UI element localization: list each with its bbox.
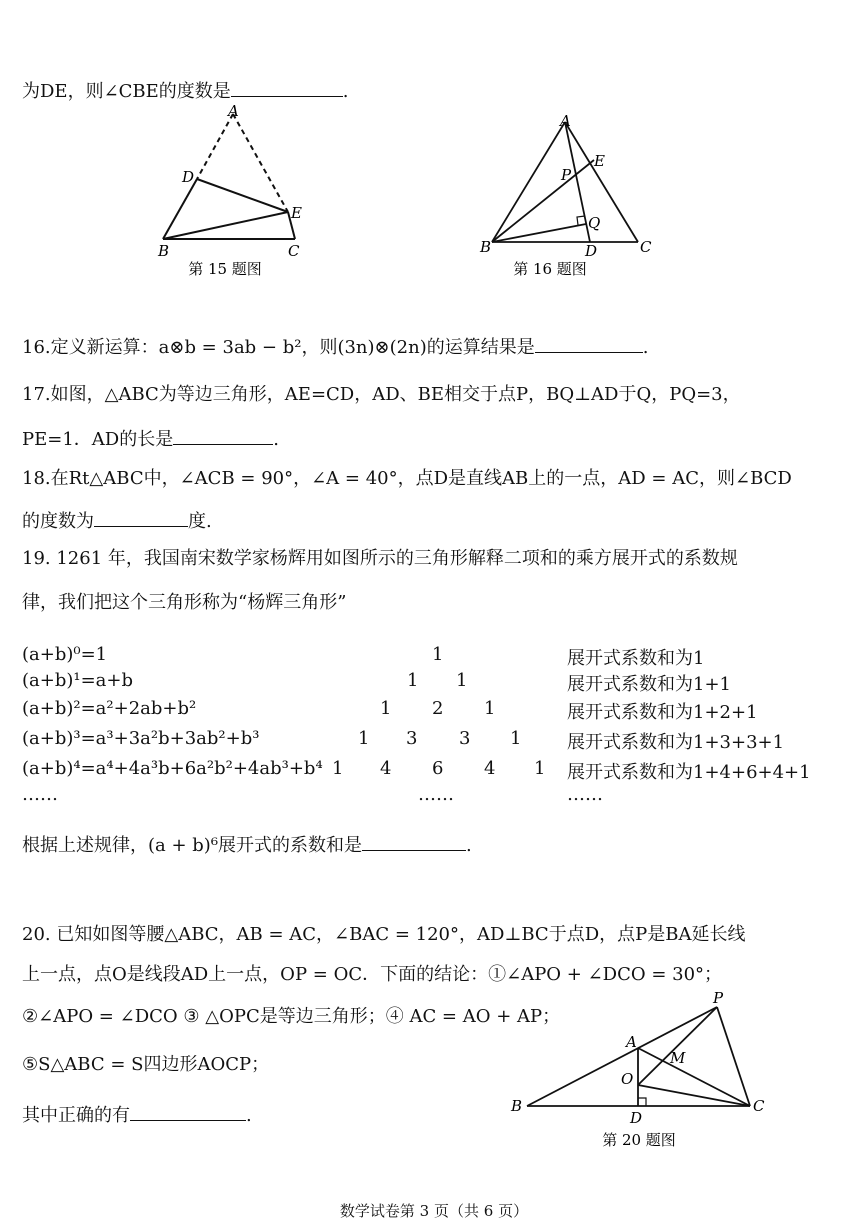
q20-line3: ②∠APO = ∠DCO ③ △OPC是等边三角形；④ AC = AO + AP；: [22, 1006, 561, 1027]
q15-tail-line: [22, 78, 349, 105]
q17-line2-text: PE=1．AD的长是: [22, 429, 174, 450]
yh-coeff: 3: [459, 728, 471, 749]
q19-line1: 19. 1261 年，我国南宋数学家杨辉用如图所示的三角形解释二项和的乘方展开式的系数规: [22, 548, 738, 569]
q19-question-text: 根据上述规律，(a + b)⁶展开式的系数和是: [22, 835, 363, 856]
yh-coeff: 1: [358, 728, 370, 749]
q17-line1: 17.如图，△ABC为等边三角形，AE=CD，AD、BE相交于点P，BQ⊥AD于Q，PQ=3，: [22, 384, 741, 405]
q20-line2: 上一点，点O是线段AD上一点，OP = OC．下面的结论：①∠APO + ∠DCO = 30°；: [22, 964, 723, 985]
fig20-label-C: C: [753, 1097, 765, 1115]
yh-coeff: 1: [380, 698, 392, 719]
figure-15: [150, 104, 320, 279]
yh-sum: 展开式系数和为1+2+1: [567, 702, 758, 723]
q17-line2: [22, 426, 279, 453]
yh-coeff: 2: [432, 698, 444, 719]
q15-answer-blank[interactable]: [231, 78, 343, 97]
yh-coeff: 1: [510, 728, 522, 749]
q15-tail-end: .: [342, 81, 349, 102]
yh-coeff: 1: [332, 758, 344, 779]
yh-expr: (a+b)⁰=1: [22, 644, 108, 665]
yh-expr: (a+b)³=a³+3a²b+3ab²+b³: [22, 728, 260, 749]
yh-row: [22, 698, 852, 726]
fig20-segment-BP: [527, 1007, 717, 1106]
q20-end: .: [246, 1105, 252, 1126]
fig16-label-P: P: [561, 166, 572, 184]
yh-expr: (a+b)²=a²+2ab+b²: [22, 698, 197, 719]
fig20-caption: 第 20 题图: [602, 1131, 676, 1149]
fig15-label-A: A: [228, 104, 239, 120]
yh-ellipsis-coeff: ……: [418, 784, 454, 805]
fig20-label-A: A: [626, 1033, 637, 1051]
q18-line2-text: 的度数为: [22, 511, 94, 532]
yh-expr: (a+b)¹=a+b: [22, 670, 134, 691]
yh-coeff: 4: [484, 758, 496, 779]
q20-answer-blank[interactable]: [130, 1102, 246, 1121]
q19-answer-blank[interactable]: [362, 832, 466, 851]
yh-coeff: 4: [380, 758, 392, 779]
yh-coeff: 1: [456, 670, 468, 691]
yh-coeff: 1: [407, 670, 419, 691]
q15-tail-text: 为DE，则∠CBE的度数是: [22, 81, 231, 102]
yh-ellipsis-expr: ……: [22, 784, 58, 805]
q18-end: 度.: [188, 511, 212, 532]
fig15-label-E: E: [291, 204, 302, 222]
yh-coeff: 3: [406, 728, 418, 749]
fig16-segment-BE: [492, 160, 594, 242]
fig15-segment-DE: [197, 179, 288, 212]
q16-end: .: [642, 337, 649, 358]
yh-sum: 展开式系数和为1+3+3+1: [567, 732, 785, 753]
yh-sum: 展开式系数和为1+1: [567, 674, 731, 695]
fig20-segment-OC: [638, 1085, 750, 1106]
yh-coeff: 1: [534, 758, 546, 779]
q17-end: .: [273, 429, 279, 450]
fig15-label-B: B: [158, 242, 170, 260]
yh-expr: (a+b)⁴=a⁴+4a³b+6a²b²+4ab³+b⁴: [22, 758, 323, 779]
q16-line: [22, 334, 648, 361]
fig15-caption: 第 15 题图: [188, 260, 262, 278]
yh-coeff: 1: [432, 644, 444, 665]
fig15-segment-DB: [163, 179, 197, 239]
q16-answer-blank[interactable]: [535, 334, 643, 353]
yh-row: [22, 644, 852, 672]
q20-line1: 20. 已知如图等腰△ABC，AB = AC，∠BAC = 120°，AD⊥BC于点D，点P是BA延长线: [22, 924, 746, 945]
fig16-label-C: C: [640, 238, 652, 256]
yh-coeff: 6: [432, 758, 444, 779]
q16-text: 16.定义新运算：a⊗b = 3ab − b²，则(3n)⊗(2n)的运算结果是: [22, 337, 535, 358]
fig16-segment-AB: [492, 122, 565, 242]
q18-line2: [22, 508, 212, 535]
figure-20: [505, 985, 775, 1155]
fig15-segment-AE: [233, 114, 288, 212]
q20-line4: ⑤S△ABC = S四边形AOCP；: [22, 1054, 270, 1075]
q18-answer-blank[interactable]: [94, 508, 188, 527]
q17-answer-blank[interactable]: [173, 426, 273, 445]
yh-ellipsis-row: [22, 784, 852, 812]
fig15-segment-BE: [163, 212, 288, 239]
yh-row: [22, 758, 852, 786]
yh-ellipsis-sum: ……: [567, 784, 603, 805]
fig20-right-angle-mark: [638, 1098, 646, 1106]
fig20-label-B: B: [511, 1097, 523, 1115]
q19-question-line: [22, 832, 472, 859]
figure-16: [470, 112, 670, 282]
fig20-label-O: O: [621, 1070, 634, 1088]
fig15-label-D: D: [182, 168, 195, 186]
fig16-label-B: B: [480, 238, 492, 256]
yh-sum: 展开式系数和为1: [567, 648, 705, 669]
q19-line2: 律，我们把这个三角形称为“杨辉三角形”: [22, 592, 347, 613]
fig16-label-A: A: [560, 112, 571, 130]
fig16-label-E: E: [594, 152, 605, 170]
fig20-label-D: D: [630, 1109, 643, 1127]
fig16-label-D: D: [585, 242, 598, 260]
fig16-segment-AC: [565, 122, 638, 242]
yh-row: [22, 728, 852, 756]
yh-sum: 展开式系数和为1+4+6+4+1: [567, 762, 811, 783]
fig20-label-M: M: [670, 1049, 686, 1067]
q19-end: .: [466, 835, 472, 856]
fig15-label-C: C: [288, 242, 300, 260]
q20-line5: [22, 1102, 252, 1129]
fig20-segment-OP: [638, 1007, 717, 1085]
fig16-caption: 第 16 题图: [513, 260, 587, 278]
yh-row: [22, 670, 852, 698]
fig15-segment-AD: [197, 114, 233, 179]
fig20-label-P: P: [713, 989, 724, 1007]
fig16-segment-BQ: [492, 224, 586, 242]
q20-line5-text: 其中正确的有: [22, 1105, 130, 1126]
yh-coeff: 1: [484, 698, 496, 719]
q18-line1: 18.在Rt△ABC中，∠ACB = 90°，∠A = 40°，点D是直线AB上的一点，AD = AC，则∠BCD: [22, 468, 792, 489]
page-footer: 数学试卷第 3 页（共 6 页）: [339, 1202, 529, 1220]
fig16-label-Q: Q: [588, 214, 601, 232]
